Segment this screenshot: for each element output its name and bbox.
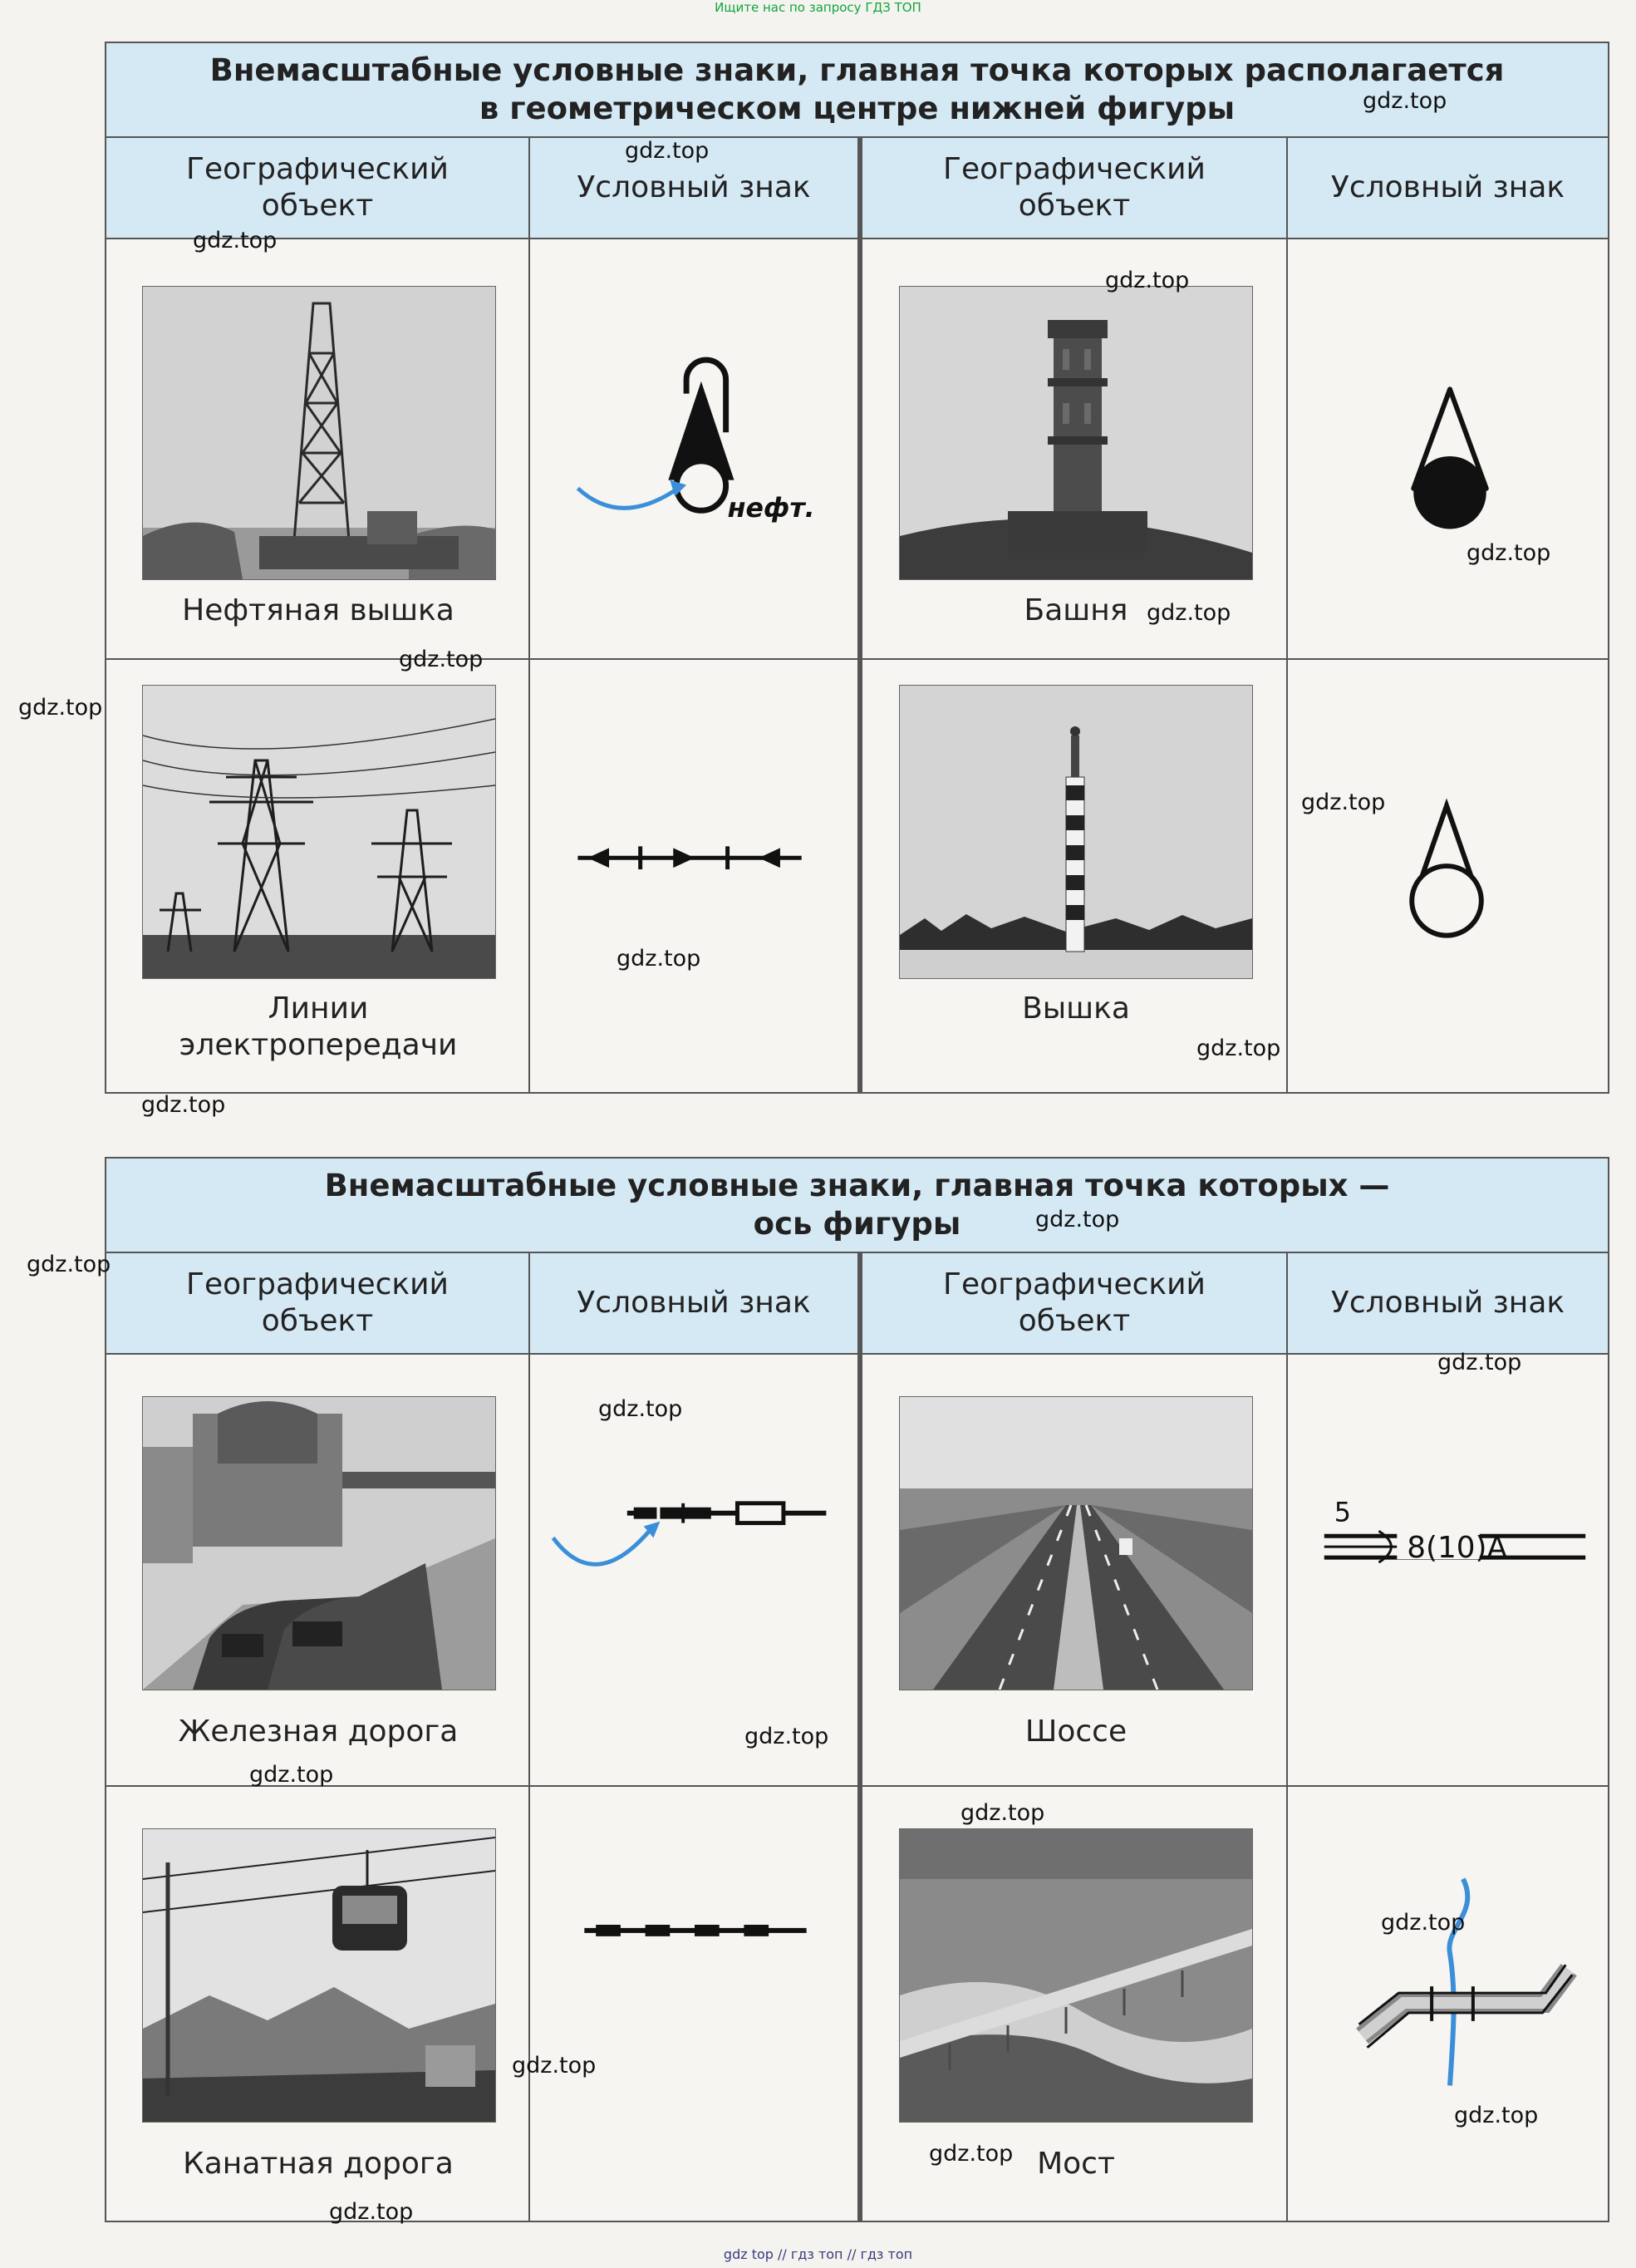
sign-cell-highway [1287, 1354, 1609, 1786]
railway-symbol [530, 1355, 857, 1785]
mast-photo [899, 685, 1253, 979]
watermark-text: gdz.top [18, 695, 103, 721]
watermark-text: gdz.top [1381, 1910, 1466, 1936]
watermark-text: gdz.top [929, 2141, 1014, 2167]
table-centre-point-signs [105, 42, 1609, 1094]
watermark-text: gdz.top [598, 1396, 683, 1422]
object-cell-mast [860, 659, 1287, 1093]
table-axis-point-signs [105, 1157, 1609, 2222]
tower-photo [899, 286, 1253, 580]
watermark-text: gdz.top [1363, 88, 1447, 114]
table-title: Внемасштабные условные знаки, главная точка которых — ось фигуры [106, 1158, 1609, 1252]
lanes-count-label: 5 [1334, 1496, 1351, 1528]
bridge-photo [899, 1828, 1253, 2123]
railway-photo [142, 1396, 496, 1690]
tower-symbol [1288, 239, 1608, 658]
table-title: Внемасштабные условные знаки, главная точка которых располагается в геометрическом центре нижней фигуры [106, 42, 1609, 137]
watermark-text: gdz.top [625, 138, 710, 164]
power-line-symbol [530, 660, 857, 1092]
object-cell-cable-car [106, 1786, 529, 2221]
watermark-text: gdz.top [1147, 600, 1231, 626]
power-lines-photo [142, 685, 496, 979]
sign-cell-bridge [1287, 1786, 1609, 2221]
watermark-text: gdz.top [193, 228, 278, 253]
watermark-text: gdz.top [1454, 2103, 1539, 2128]
bottom-banner: gdz top // гдз топ // гдз топ [723, 2246, 913, 2262]
oil-derrick-symbol [530, 239, 857, 658]
column-header-object: Географический объект [106, 137, 529, 239]
column-header-object: Географический объект [860, 1252, 1287, 1354]
oil-derrick-photo [142, 286, 496, 580]
mast-symbol [1288, 660, 1608, 1092]
cable-car-symbol [530, 1787, 857, 2221]
watermark-text: gdz.top [744, 1724, 829, 1749]
pointer-arrow-icon [577, 489, 678, 509]
column-header-object: Географический объект [106, 1252, 529, 1354]
watermark-text: gdz.top [399, 647, 484, 672]
column-header-sign: Условный знак [529, 137, 860, 239]
sign-cell-tower [1287, 239, 1609, 659]
watermark-text: gdz.top [141, 1092, 226, 1118]
object-cell-power-lines [106, 659, 529, 1093]
watermark-text: gdz.top [249, 1762, 334, 1788]
object-name: Железная дорога [178, 1715, 459, 1749]
highway-photo [899, 1396, 1253, 1690]
object-cell-tower [860, 239, 1287, 659]
watermark-text: gdz.top [617, 946, 701, 972]
bridge-symbol [1288, 1787, 1608, 2221]
column-header-sign: Условный знак [1287, 1252, 1609, 1354]
column-header-sign: Условный знак [1287, 137, 1609, 239]
watermark-text: gdz.top [1035, 1207, 1120, 1232]
object-cell-highway [860, 1354, 1287, 1786]
watermark-text: gdz.top [512, 2053, 597, 2079]
sign-cell-railway [529, 1354, 860, 1786]
object-name: Нефтяная вышка [182, 593, 454, 627]
object-cell-oil-derrick [106, 239, 529, 659]
sign-cell-cable-car [529, 1786, 860, 2221]
sign-cell-power-lines [529, 659, 860, 1093]
object-name: Шоссе [1024, 1715, 1128, 1749]
object-cell-bridge [860, 1786, 1287, 2221]
watermark-text: gdz.top [1105, 268, 1190, 293]
highway-symbol [1288, 1355, 1608, 1785]
highway-width-label: 8(10)А [1407, 1531, 1508, 1566]
top-banner[interactable]: Ищите нас по запросу ГДЗ ТОП [715, 0, 921, 15]
watermark-text: gdz.top [1301, 790, 1386, 815]
object-name: Вышка [1022, 991, 1130, 1026]
column-header-sign: Условный знак [529, 1252, 860, 1354]
watermark-text: gdz.top [1437, 1350, 1522, 1375]
object-name: Мост [1037, 2147, 1115, 2181]
watermark-text: gdz.top [329, 2199, 414, 2225]
watermark-text: gdz.top [27, 1252, 111, 1277]
cable-car-photo [142, 1828, 496, 2123]
oil-sign-label: нефт. [727, 494, 815, 524]
object-name: Канатная дорога [183, 2147, 454, 2181]
sign-cell-mast [1287, 659, 1609, 1093]
pointer-arrow-icon [553, 1528, 652, 1565]
watermark-text: gdz.top [1467, 540, 1551, 566]
watermark-text: gdz.top [1196, 1036, 1281, 1061]
object-name: Башня [1024, 593, 1128, 627]
sign-cell-oil-derrick [529, 239, 860, 659]
column-header-object: Географический объект [860, 137, 1287, 239]
watermark-text: gdz.top [960, 1800, 1045, 1826]
object-cell-railway [106, 1354, 529, 1786]
object-name: Линии электропередачи [179, 991, 458, 1062]
